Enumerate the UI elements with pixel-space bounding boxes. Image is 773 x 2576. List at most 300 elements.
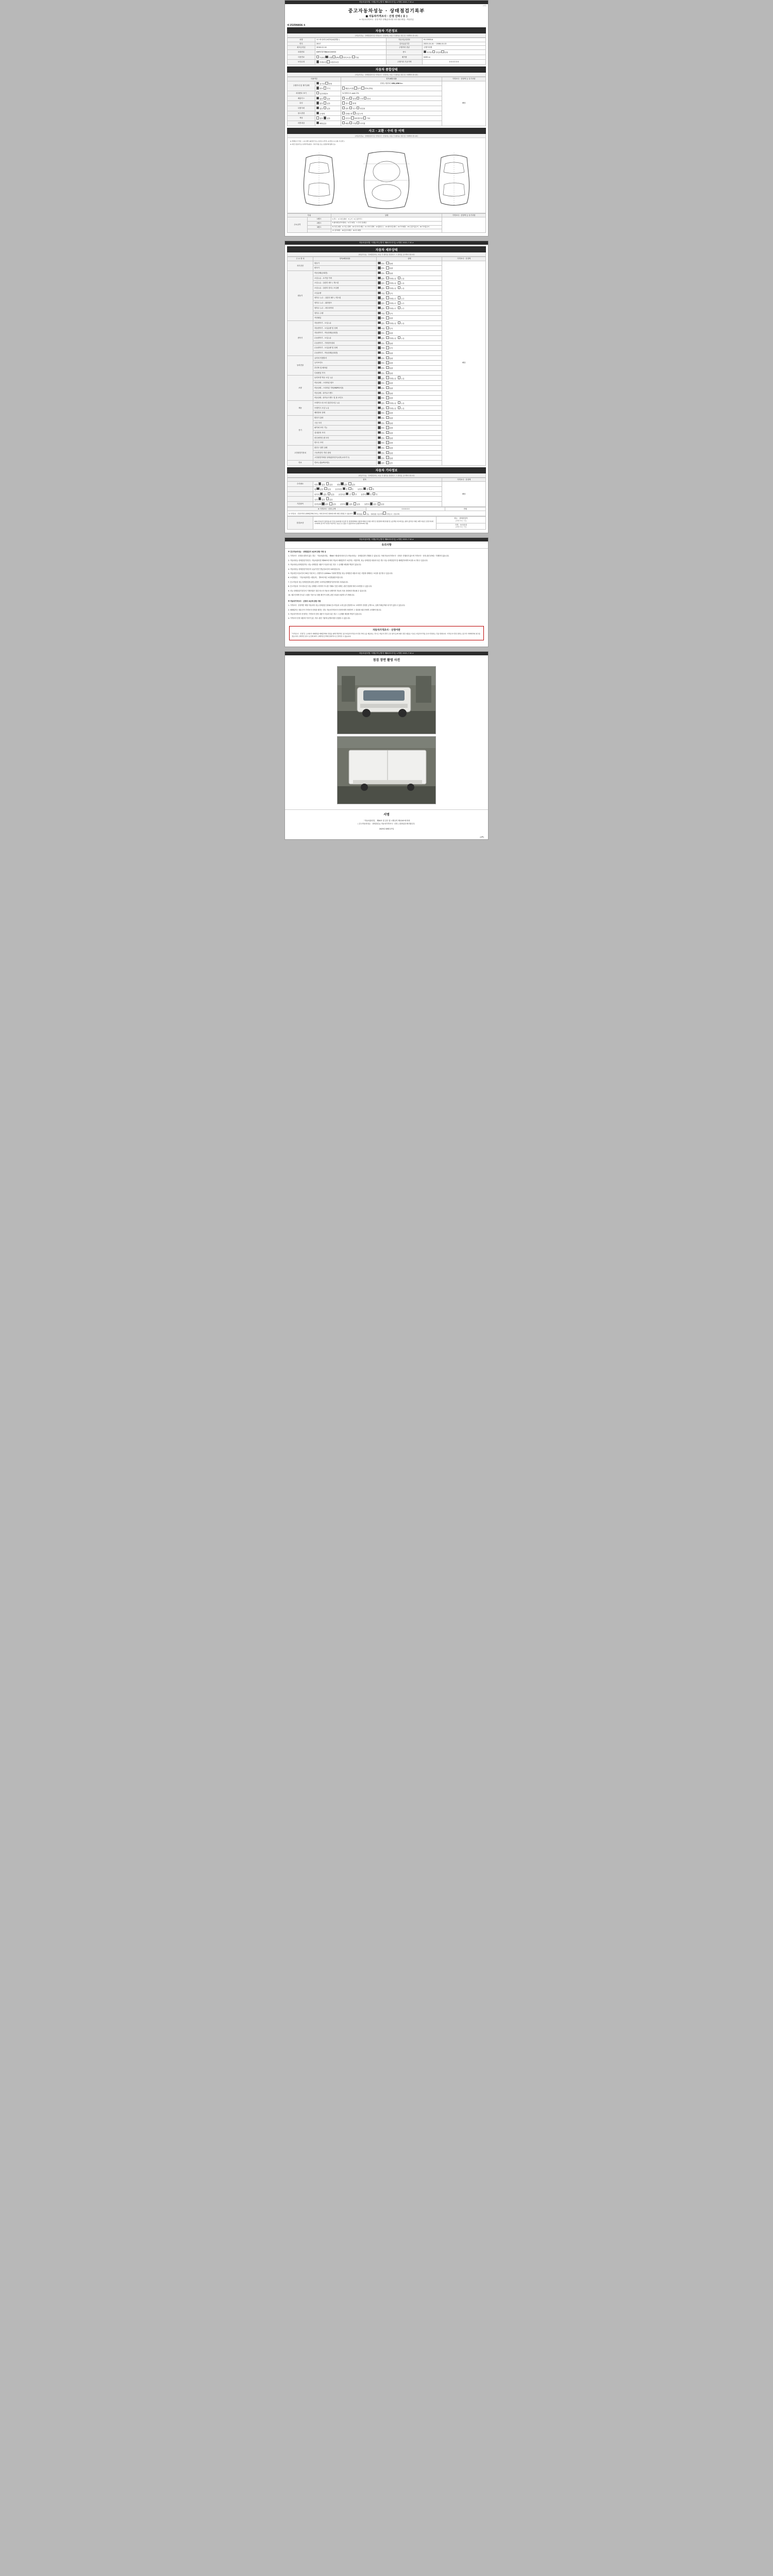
checkbox-6-2-1[interactable]: 불량 xyxy=(386,427,393,429)
checkbox-use-2[interactable]: 관용 xyxy=(441,52,448,54)
detail-group-4: 조향 xyxy=(288,376,313,400)
checkbox-tuning-legal[interactable]: 적법 xyxy=(342,98,349,100)
row-label-mileage: 주행거리 및 계기상태 xyxy=(288,81,315,91)
checkbox-4-4-1[interactable]: 불량 xyxy=(386,397,393,399)
overall-section-note: (자동차성능 · 상태점검자 및 가격조사 · 산정자는 다음 각 항목을 점검 및 기재해야 합니다) xyxy=(287,73,486,77)
checkbox-2-6-1[interactable]: 불량 xyxy=(386,352,393,354)
total-label: ※ 가격조사 · 산정 금액 xyxy=(288,507,366,511)
sheet-3 xyxy=(284,537,489,647)
checkbox-6-5-0[interactable]: 양호 xyxy=(378,442,384,444)
checkbox-rent[interactable]: 렌트 xyxy=(342,108,349,110)
row-label-tuning: 튜닝 xyxy=(288,101,315,106)
checkbox-vin-mod[interactable]: 변조(변타) xyxy=(361,88,373,90)
row-label-color: 색상 xyxy=(288,116,315,121)
checkbox-1-1-2[interactable]: 누유 xyxy=(398,278,405,280)
others-block-2-0: 타이어 없음 있음 xyxy=(314,494,335,496)
overall-detail-vin xyxy=(341,86,442,91)
checkbox-1-9-1[interactable]: 불량 xyxy=(386,317,393,319)
detail-item-label: 수동변속기 - 오일유량 및 상태 xyxy=(313,346,377,351)
checkbox-2-3-2[interactable]: 누유 xyxy=(398,337,405,340)
checkbox-other-1-1-0[interactable]: 전 xyxy=(343,488,348,490)
detail-item-options xyxy=(377,400,442,405)
others-row-content-2 xyxy=(313,492,442,497)
detail-item-options xyxy=(377,426,442,431)
checkbox-6-0-0[interactable]: 양호 xyxy=(378,417,384,419)
checkbox-other-4-0-1[interactable]: 있음 xyxy=(329,503,336,505)
checkbox-other-0-0-0[interactable]: 없음 xyxy=(318,484,325,486)
checkbox-2-6-0[interactable]: 양호 xyxy=(378,352,384,354)
checkbox-other-2-1-1[interactable]: 후 xyxy=(352,494,357,496)
notice-item: 5. 자동차인도일로부터 30일 이내 또는 주행거리 2,000km 이내에 발견된 성능·상태점검 내용과 다른 사항에 대해서는 보상을 청구할 수 있습니다. xyxy=(288,572,393,575)
checkbox-1-2-2[interactable]: 누유 xyxy=(398,282,405,284)
checkbox-usechange-yes[interactable]: 있음 xyxy=(324,108,330,110)
photo-front-illustration xyxy=(338,667,435,734)
checkbox-fuel-3[interactable]: 하이브리드 xyxy=(340,57,351,59)
checkbox-recall-none[interactable]: 해당없음 xyxy=(316,123,327,125)
checkbox-4-3-1[interactable]: 불량 xyxy=(386,393,393,395)
checkbox-1-5-2[interactable]: 누수 xyxy=(398,298,405,300)
checkbox-vin-rust[interactable]: 부식 xyxy=(324,88,330,90)
checkbox-2-0-1[interactable]: 미세누유 xyxy=(386,323,396,325)
detail-col-0: 주 요 장 치 xyxy=(288,257,313,261)
checkbox-5-0-1[interactable]: 미세누유 xyxy=(386,402,396,404)
checkbox-mileage-changed[interactable]: 변경 xyxy=(325,83,332,85)
row-label-vin-mark: 차대번호 표기 xyxy=(288,91,315,96)
checkbox-vin-damage[interactable]: 훼손(오염) xyxy=(342,88,354,90)
table-row xyxy=(288,482,486,487)
price-note xyxy=(288,511,486,516)
detail-item-options xyxy=(377,261,442,266)
detail-item-label: 원동기 xyxy=(313,261,377,266)
detail-item-options xyxy=(377,415,442,420)
checkbox-5-1-0[interactable]: 없음 xyxy=(378,408,384,410)
checkbox-2-1-0[interactable]: 적정 xyxy=(378,328,384,330)
checkbox-other-3-0-1[interactable]: 있음 xyxy=(326,499,333,501)
overall-detail-emission xyxy=(341,91,442,96)
label-firstreg: 최초등록일 xyxy=(288,46,315,50)
checkbox-fuel-0[interactable]: 가솔린 xyxy=(316,57,325,59)
checkbox-usechange-no[interactable]: 없음 xyxy=(316,108,323,110)
detail-item-options xyxy=(377,455,442,461)
detail-item-label: 수동변속기 - 오일누유 xyxy=(313,335,377,341)
checkbox-other-4-1-1[interactable]: 있음 xyxy=(354,503,360,505)
detail-item-label: 수동변속기 - 기어변속장치 xyxy=(313,341,377,346)
checkbox-other-2-0-1[interactable]: 있음 xyxy=(328,494,334,496)
checkbox-other-4-2-0[interactable]: 없음 xyxy=(370,503,377,505)
checkbox-other-1-0-0[interactable]: 없음 xyxy=(316,488,323,490)
checkbox-2-4-1[interactable]: 불량 xyxy=(386,343,393,345)
checkbox-1-7-2[interactable]: 누수 xyxy=(398,308,405,310)
displacement-unit: cc xyxy=(428,56,431,58)
checkbox-warranty-1[interactable]: 보험사보증 xyxy=(327,61,339,63)
detail-item-label: 등속조인트 xyxy=(313,361,377,366)
notice-item: 7. 중고자동차 성능·상태점검에 관한 분쟁은 소비자분쟁해결기준에 따라 처리됩니다. xyxy=(288,581,348,583)
checkbox-6-2-0[interactable]: 양호 xyxy=(378,427,384,429)
overall-opts-color xyxy=(315,111,341,116)
checkbox-tuning-struct[interactable]: 구조 xyxy=(357,98,363,100)
checkbox-5-2-1[interactable]: 불량 xyxy=(386,412,393,414)
checkbox-other-1-0-1[interactable]: 있음 xyxy=(324,488,331,490)
detail-group-8: 연료 xyxy=(288,461,313,466)
notice-item: 9. 성능·상태점검기록부의 기재사항은 점검 당시의 자동차 상태이며 자동차 사용 과정에서 변동될 수 있습니다. xyxy=(288,589,367,592)
detail-item-label: 구동축전지 격리 상태 xyxy=(313,450,377,455)
checkbox-6-4-1[interactable]: 불량 xyxy=(386,437,393,439)
checkbox-vin-ok[interactable]: 양호 xyxy=(316,88,323,90)
label-year: 연식 xyxy=(288,42,315,46)
detail-item-options xyxy=(377,351,442,356)
table-row xyxy=(288,507,486,511)
checkbox-special-no[interactable]: 없음 xyxy=(316,103,323,105)
checkbox-fuel-2[interactable]: LPG xyxy=(332,57,339,59)
others-row-label-1 xyxy=(288,487,313,492)
checkbox-4-2-1[interactable]: 불량 xyxy=(386,387,393,389)
checkbox-1-6-2[interactable]: 누수 xyxy=(398,302,405,304)
detail-section-note: (자동차성능 · 상태점검자는 다음 각 항목을 점검하고 그 결과를 표시해야 합니다) xyxy=(287,252,486,257)
detail-item-label: 클러치 어셈블리 xyxy=(313,355,377,361)
detail-item-label: 고전원전기배선 상태(접속단자,피복,보호기구) xyxy=(313,455,377,461)
checkbox-1-2-1[interactable]: 미세누유 xyxy=(386,282,396,284)
checkbox-8-0-0[interactable]: 없음 xyxy=(378,462,384,464)
section-basic-info xyxy=(287,27,486,65)
checkbox-recall-yes[interactable]: 해당 xyxy=(342,123,349,125)
checkbox-3-1-0[interactable]: 양호 xyxy=(378,362,384,364)
checkbox-1-2-0[interactable]: 없음 xyxy=(378,282,384,284)
checkbox-4-4-0[interactable]: 양호 xyxy=(378,397,384,399)
detail-item-label: 충전구 절연 상태 xyxy=(313,446,377,451)
checkbox-use-1[interactable]: 영업용 xyxy=(432,52,441,54)
checkbox-special-flood[interactable]: 침수 xyxy=(342,103,349,105)
overall-detail-recall xyxy=(341,121,442,126)
checkbox-other-2-2-0[interactable]: 전 xyxy=(366,494,372,496)
checkbox-2-0-0[interactable]: 없음 xyxy=(378,323,384,325)
checkbox-2-0-2[interactable]: 누유 xyxy=(398,323,405,325)
accident-legend-1: ※ 상태표시 부호 : ( X:교환, W:판금 또는 용접, C:부식, A:흠집, U:요철, T:손상 ) xyxy=(290,140,345,142)
price-total-table xyxy=(287,507,486,517)
notice-item: 4. 자동차성능·상태점검기록부의 유효기간은 발급일로부터 120일입니다. xyxy=(288,568,341,570)
checkbox-fuel-6[interactable]: 기타 xyxy=(352,57,359,59)
table-row xyxy=(288,60,486,65)
checkbox-other-4-1-0[interactable]: 없음 xyxy=(346,503,352,505)
checkbox-other-2-0-0[interactable]: 없음 xyxy=(320,494,327,496)
checkbox-1-6-0[interactable]: 없음 xyxy=(378,302,384,304)
checkbox-2-3-1[interactable]: 미세누유 xyxy=(386,337,396,340)
checkbox-other-1-2-0[interactable]: 전 xyxy=(363,488,368,490)
checkbox-color-none[interactable]: 무채색 xyxy=(316,113,325,115)
table-header-row xyxy=(288,257,486,261)
form-topbar: 자동차관리법 시행규칙 [별지 제82호서식] <개정 2021.7.6.> xyxy=(285,1,488,4)
detail-group-5: 제동 xyxy=(288,400,313,415)
others-block-0-0: 외장 없음 있음 xyxy=(314,484,334,486)
detail-table-body xyxy=(288,261,486,465)
detail-item-label: 냉각수 수량 xyxy=(313,311,377,316)
detail-item-options xyxy=(377,341,442,346)
detail-item-label: 동력조향 작동 오일 누유 xyxy=(313,376,377,381)
others-row-label-4: 기본품목 xyxy=(288,502,313,507)
row-label-recall: 리콜대상 xyxy=(288,121,315,126)
basic-info-table xyxy=(287,38,486,65)
checkbox-tuning-yes[interactable]: 있음 xyxy=(324,98,330,100)
detail-group-0: 자기진단 xyxy=(288,261,313,270)
checkbox-4-1-1[interactable]: 불량 xyxy=(386,382,393,384)
checkbox-other-2-1-0[interactable]: 전 xyxy=(346,494,351,496)
checkbox-1-3-1[interactable]: 미세누유 xyxy=(386,287,396,290)
value-mileage-digits: 0 0 0 0 0 0 xyxy=(422,60,485,65)
checkbox-2-5-1[interactable]: 부족 xyxy=(386,347,393,349)
detail-item-options xyxy=(377,431,442,436)
table-row xyxy=(288,81,486,86)
checkbox-warranty-0[interactable]: 자체보증 xyxy=(316,61,327,63)
checkbox-4-0-1[interactable]: 미세누유 xyxy=(386,378,396,380)
others-block-3-0: 유리 없음 있음 xyxy=(314,499,334,501)
checkbox-1-1-0[interactable]: 없음 xyxy=(378,278,384,280)
checkbox-1-3-0[interactable]: 없음 xyxy=(378,287,384,290)
checkbox-1-6-1[interactable]: 미세누수 xyxy=(386,302,396,304)
detail-item-label: 디퍼렌셜 기어 xyxy=(313,370,377,376)
detail-item-options xyxy=(377,276,442,281)
others-row-label-2 xyxy=(288,492,313,497)
notice-title: 유의사항 xyxy=(285,541,488,549)
total-unit: 만원 xyxy=(445,507,486,511)
checkbox-other-0-1-0[interactable]: 없음 xyxy=(341,484,347,486)
others-row-content-0 xyxy=(313,482,442,487)
displacement-number: 0430 xyxy=(423,56,428,58)
others-row-label-0: 수리필요 xyxy=(288,482,313,487)
detail-item-options xyxy=(377,446,442,451)
detail-item-options xyxy=(377,396,442,401)
checkbox-navi[interactable]: 네비게이션 xyxy=(351,117,363,120)
sign-section-title: 서명 xyxy=(285,809,488,819)
signature-table xyxy=(287,516,486,529)
checkbox-base-none[interactable]: 해당없음 xyxy=(354,513,363,515)
checkbox-emission-co[interactable]: 일산화탄소 xyxy=(316,93,328,95)
checkbox-other-4-0-0[interactable]: 없음 xyxy=(322,503,328,505)
others-section-note: (자동차성능 · 상태점검자는 다음 각 항목을 점검하고 그 결과를 표시해야 합니다) xyxy=(287,473,486,478)
redbox-body: "가격조사 · 산정"은 소비자가 매매차량 매매금액의 산정을 위해 객관적인 중고자동차가격조사·산정 서비스를 제공하는 것으로 자동차 관련 구조·장치 등에 대한 점검 내용을 기초로 자동차가격을 조사·산정하는 것을 말합니다. 가격조사·산정 결과는 중고차 거래에서의 참고용 정보이며 구체적인 참고 요인에 따라 구매약정 금액에 결과적으로 달라질 수 있습니다. xyxy=(292,632,481,637)
detail-item-options xyxy=(377,316,442,321)
section-accident xyxy=(287,128,486,233)
checkbox-other-2-2-1[interactable]: 후 xyxy=(373,494,378,496)
checkbox-3-3-0[interactable]: 양호 xyxy=(378,372,384,375)
checkbox-other-0-1-1[interactable]: 있음 xyxy=(348,484,355,486)
checkbox-tuning-illegal[interactable]: 불법 xyxy=(349,98,356,100)
checkbox-1-8-0[interactable]: 적정 xyxy=(378,313,384,315)
value-regno: 91시95514 xyxy=(422,38,485,42)
detail-item-options xyxy=(377,435,442,440)
table-row xyxy=(288,517,486,523)
detail-item-label: 브레이크 마스터 실린더오일 누유 xyxy=(313,400,377,405)
docno-value: 252506926 xyxy=(290,24,303,27)
signature-seal-1[interactable]: (서명 또는 인) xyxy=(455,526,466,529)
checkbox-1-7-0[interactable]: 없음 xyxy=(378,308,384,310)
checkbox-tuning-device[interactable]: 장치 xyxy=(364,98,371,100)
checkbox-4-0-2[interactable]: 누유 xyxy=(398,378,405,380)
detail-item-label: 냉각수 누수 - 라디에이터 xyxy=(313,306,377,311)
overall-opts-mileage xyxy=(315,81,341,86)
checkbox-special-fire[interactable]: 화재 xyxy=(349,103,356,105)
checkbox-recall-done[interactable]: 이행 xyxy=(349,123,356,125)
signature-row-1 xyxy=(436,523,485,529)
checkbox-7-0-0[interactable]: 양호 xyxy=(378,447,384,449)
checkbox-1-3-2[interactable]: 누유 xyxy=(398,287,405,290)
signature-seal-0[interactable]: (서명 또는 인) xyxy=(455,520,466,522)
checkbox-special-yes[interactable]: 있음 xyxy=(324,103,330,105)
checkbox-5-1-1[interactable]: 미세누유 xyxy=(386,408,396,410)
checkbox-other-0-0-1[interactable]: 있음 xyxy=(326,484,333,486)
checkbox-color-full[interactable]: 전체도색 xyxy=(342,113,352,115)
checkbox-3-3-1[interactable]: 불량 xyxy=(386,372,393,375)
checkbox-other-1-2-1[interactable]: 후 xyxy=(369,488,374,490)
checkbox-1-7-1[interactable]: 미세누수 xyxy=(386,308,396,310)
row-label-usechange: 용도변경 xyxy=(288,111,315,116)
checkbox-1-0-1[interactable]: 불량 xyxy=(386,273,393,275)
notice-item: 4. 가격조사·산정 내용에 이의가 있는 경우 관련 기관에 분쟁조정을 신청할 수 있습니다. xyxy=(288,617,350,620)
checkbox-4-1-0[interactable]: 양호 xyxy=(378,382,384,384)
detail-group-1: 원동기 xyxy=(288,271,313,321)
checkbox-2-1-1[interactable]: 부족 xyxy=(386,328,393,330)
rank-1-label: 1랭크 xyxy=(307,217,331,222)
detail-item-options xyxy=(377,320,442,326)
detail-item-options xyxy=(377,370,442,376)
checkbox-5-0-2[interactable]: 누유 xyxy=(398,402,405,404)
rank-1-items: 1.후드 2.프론트휀더 3.도어 4.트렁크리드 xyxy=(331,217,442,222)
checkbox-lease[interactable]: 리스 xyxy=(349,108,356,110)
checkbox-tuning-no[interactable]: 없음 xyxy=(316,98,323,100)
checkbox-5-2-0[interactable]: 양호 xyxy=(378,412,384,414)
others-block-0-1: 내장 없음 있음 xyxy=(337,484,357,486)
checkbox-2-3-0[interactable]: 없음 xyxy=(378,337,384,340)
detail-item-label: 연료누설(LPG포함) xyxy=(313,461,377,466)
others-col-2: 가격조사 · 산정액 xyxy=(442,478,486,482)
detail-item-label: 윈도우 모터 xyxy=(313,440,377,446)
page-corner-label: (3쪽) xyxy=(482,5,486,7)
checkbox-option-no[interactable]: 없음 xyxy=(316,117,323,120)
emission-hc-value: ppm xyxy=(351,92,356,94)
checkbox-other-3-0-0[interactable]: 없음 xyxy=(318,499,325,501)
checkbox-base-perf[interactable]: 성능 · 상태점검 기준가액 xyxy=(363,513,383,515)
checkbox-5-0-0[interactable]: 없음 xyxy=(378,402,384,404)
document-subnote: ※ 자동차가격조사 · 산정 여부 선택(유의사항 1번 내용 확인) : 색상부분 xyxy=(359,19,414,21)
checkbox-vin-diff[interactable]: 상이 xyxy=(354,88,361,90)
others-section-title: 자동차 기타정보 xyxy=(287,467,486,473)
checkbox-3-1-1[interactable]: 불량 xyxy=(386,362,393,364)
checkbox-7-2-0[interactable]: 양호 xyxy=(378,457,384,460)
checkbox-7-1-0[interactable]: 양호 xyxy=(378,452,384,454)
checkbox-2-2-1[interactable]: 불량 xyxy=(386,332,393,334)
checkbox-7-0-1[interactable]: 불량 xyxy=(386,447,393,449)
checkbox-1-8-1[interactable]: 부족 xyxy=(386,313,393,315)
checkbox-base-price[interactable]: 가격조사 · 산정가액 xyxy=(383,513,399,515)
sign-date: 2025년 08월 27일 xyxy=(379,827,394,830)
checkbox-3-0-0[interactable]: 양호 xyxy=(378,358,384,360)
detail-item-options xyxy=(377,326,442,331)
inspection-photo-rear[interactable] xyxy=(337,736,436,804)
checkbox-4-0-0[interactable]: 없음 xyxy=(378,378,384,380)
checkbox-7-1-1[interactable]: 불량 xyxy=(386,452,393,454)
checkbox-6-5-1[interactable]: 불량 xyxy=(386,442,393,444)
checkbox-1-4-1[interactable]: 부족 xyxy=(386,293,393,295)
detail-item-options xyxy=(377,286,442,291)
checkbox-0-0-0[interactable]: 양호 xyxy=(378,263,384,265)
checkbox-option-etc[interactable]: 기타 xyxy=(363,117,370,120)
detail-group-3: 동력전달 xyxy=(288,355,313,376)
checkbox-7-2-1[interactable]: 불량 xyxy=(386,457,393,460)
checkbox-5-1-2[interactable]: 누유 xyxy=(398,408,405,410)
checkbox-use-0[interactable]: 자가용 xyxy=(424,52,432,54)
value-fuel xyxy=(315,55,386,60)
notice-item: 10. 매수인에게 인도된 시점을 기준으로 열람 확인이 되며, 관련 서류를 보관하시기 바랍니다. xyxy=(288,594,355,597)
others-block-1-1: 운전석전 전 후 xyxy=(335,488,355,490)
checkbox-sunroof[interactable]: 선루프 xyxy=(342,117,350,120)
car-side-right-diagram xyxy=(436,148,472,210)
checkbox-6-3-1[interactable]: 불량 xyxy=(386,432,393,434)
checkbox-color-part[interactable]: 부분도색 xyxy=(353,113,363,115)
checkbox-6-1-1[interactable]: 불량 xyxy=(386,422,393,425)
checkbox-2-5-0[interactable]: 적정 xyxy=(378,347,384,349)
checkbox-option-yes[interactable]: 있음 xyxy=(324,117,330,120)
checkbox-0-0-1[interactable]: 불량 xyxy=(386,263,393,265)
detail-item-label: 오일누유 - 로커암 커버 xyxy=(313,276,377,281)
checkbox-2-4-0[interactable]: 양호 xyxy=(378,343,384,345)
checkbox-1-1-1[interactable]: 미세누유 xyxy=(386,278,396,280)
checkbox-4-3-0[interactable]: 양호 xyxy=(378,393,384,395)
checkbox-0-1-1[interactable]: 불량 xyxy=(386,267,393,269)
checkbox-2-2-0[interactable]: 양호 xyxy=(378,332,384,334)
checkbox-3-2-1[interactable]: 불량 xyxy=(386,367,393,369)
checkbox-recall-notdone[interactable]: 미이행 xyxy=(357,123,365,125)
inspection-photo-front[interactable] xyxy=(337,666,436,734)
checkbox-4-2-0[interactable]: 양호 xyxy=(378,387,384,389)
checkbox-8-0-1[interactable]: 있음 xyxy=(386,462,393,464)
checkbox-1-0-0[interactable]: 양호 xyxy=(378,273,384,275)
detail-item-options xyxy=(377,361,442,366)
value-firstreg: 2016-12-14 xyxy=(315,46,386,50)
value-year: 2017 xyxy=(315,42,386,46)
detail-item-label: 작동상태 - 스티어링 펌프 xyxy=(313,381,377,386)
checkbox-6-3-0[interactable]: 양호 xyxy=(378,432,384,434)
checkbox-1-4-0[interactable]: 적정 xyxy=(378,293,384,295)
price-definition-box xyxy=(289,626,484,640)
checkbox-other-4-2-1[interactable]: 있음 xyxy=(378,503,384,505)
checkbox-fuel-1[interactable]: 디젤 xyxy=(325,57,332,59)
others-row-label-3 xyxy=(288,497,313,502)
checkbox-3-0-1[interactable]: 불량 xyxy=(386,358,393,360)
table-header-row xyxy=(288,213,486,217)
checkbox-other-1-1-1[interactable]: 후 xyxy=(348,488,354,490)
overall-opts-usechange xyxy=(315,106,341,111)
row-label-emission: 배출가스 xyxy=(288,96,315,101)
notice-list-1 xyxy=(288,555,485,597)
checkbox-1-9-0[interactable]: 양호 xyxy=(378,317,384,319)
checkbox-6-4-0[interactable]: 양호 xyxy=(378,437,384,439)
checkbox-biz[interactable]: 영업용 xyxy=(357,108,365,110)
overall-col-2: 항목/해당내용 xyxy=(341,77,442,81)
checkbox-1-5-0[interactable]: 없음 xyxy=(378,298,384,300)
checkbox-mileage-real[interactable]: 실거리 xyxy=(316,83,325,85)
checkbox-6-1-0[interactable]: 양호 xyxy=(378,422,384,425)
checkbox-1-5-1[interactable]: 미세누수 xyxy=(386,298,396,300)
checkbox-0-1-0[interactable]: 양호 xyxy=(378,267,384,269)
form-topbar-3: 자동차관리법 시행규칙 [별지 제82호서식] <개정 2021.7.6.> xyxy=(285,538,488,541)
value-carname: 포스바 솔리나4단마(4위생물 ) xyxy=(315,38,386,42)
detail-item-label: 수동변속기 - 작동상태(공회전) xyxy=(313,351,377,356)
detail-item-options xyxy=(377,311,442,316)
detail-table xyxy=(287,257,486,466)
detail-item-label: 추진축 및 베어링 xyxy=(313,366,377,371)
signature-block-label: 점검/보증 xyxy=(288,517,313,529)
checkbox-6-0-1[interactable]: 불량 xyxy=(386,417,393,419)
checkbox-3-2-0[interactable]: 양호 xyxy=(378,367,384,369)
detail-item-options xyxy=(377,366,442,371)
